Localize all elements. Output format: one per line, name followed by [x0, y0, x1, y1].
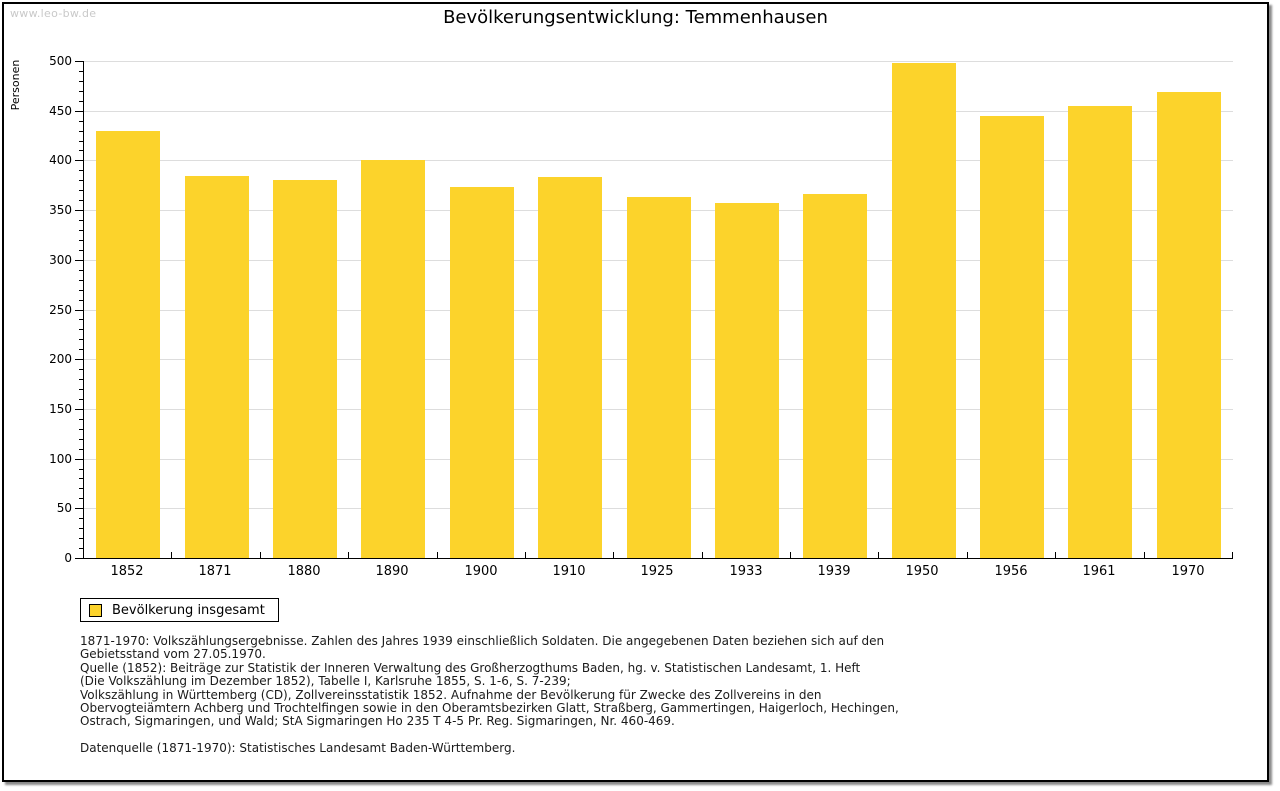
- gridline-400: [84, 160, 1233, 161]
- legend-swatch-icon: [89, 604, 102, 617]
- bar-1900: [450, 187, 514, 558]
- x-tick-13: [1232, 552, 1233, 558]
- y-tick-label-150: 150: [49, 402, 72, 416]
- bar-1880: [273, 180, 337, 558]
- x-tick-label-1880: 1880: [287, 564, 321, 579]
- x-tick-label-1933: 1933: [729, 564, 763, 579]
- bar-1939: [803, 194, 867, 558]
- y-tick-label-100: 100: [49, 452, 72, 466]
- footer-line-5: Volkszählung in Württemberg (CD), Zollvereinsstatistik 1852. Aufnahme der Bevölkerung für Zwecke des Zollvereins in den: [80, 687, 822, 702]
- footer-line-2: Gebietsstand vom 27.05.1970.: [80, 647, 266, 662]
- x-tick-label-1900: 1900: [464, 564, 498, 579]
- y-tick-label-450: 450: [49, 104, 72, 118]
- y-major-tick-100: [75, 459, 83, 460]
- x-tick-9: [878, 552, 879, 558]
- x-tick-5: [525, 552, 526, 558]
- footer-line-9: Datenquelle (1871-1970): Statistisches Landesamt Baden-Württemberg.: [80, 741, 516, 756]
- bar-1933: [715, 203, 779, 558]
- chart-title: Bevölkerungsentwicklung: Temmenhausen: [443, 7, 828, 28]
- y-tick-label-500: 500: [49, 54, 72, 68]
- x-tick-label-1852: 1852: [110, 564, 144, 579]
- y-major-tick-300: [75, 260, 83, 261]
- x-tick-7: [702, 552, 703, 558]
- x-tick-label-1950: 1950: [905, 564, 939, 579]
- y-tick-label-250: 250: [49, 303, 72, 317]
- bar-1956: [980, 116, 1044, 558]
- chart-frame: [2, 2, 1269, 782]
- x-tick-label-1961: 1961: [1082, 564, 1116, 579]
- bar-1950: [892, 63, 956, 558]
- x-tick-label-1890: 1890: [375, 564, 409, 579]
- y-major-tick-0: [75, 558, 83, 559]
- bar-1852: [96, 131, 160, 558]
- y-tick-label-200: 200: [49, 352, 72, 366]
- bar-1961: [1068, 106, 1132, 558]
- y-tick-label-50: 50: [56, 501, 72, 515]
- x-tick-8: [790, 552, 791, 558]
- footer-line-6: Obervogteiämtern Achberg und Trochtelfingen sowie in den Oberamtsbezirken Glatt, Straßberg, Gammertingen, Haigerloch, Hechingen,: [80, 701, 899, 716]
- x-tick-11: [1055, 552, 1056, 558]
- y-tick-label-300: 300: [49, 253, 72, 267]
- footer-source-notes: [80, 635, 1180, 756]
- legend-label: Bevölkerung insgesamt: [112, 602, 265, 618]
- x-tick-10: [967, 552, 968, 558]
- watermark-url: www.leo-bw.de: [10, 7, 97, 20]
- y-tick-label-400: 400: [49, 153, 72, 167]
- legend: [80, 598, 279, 622]
- y-major-tick-200: [75, 359, 83, 360]
- x-tick-3: [348, 552, 349, 558]
- bar-1925: [627, 197, 691, 558]
- footer-line-1: 1871-1970: Volkszählungsergebnisse. Zahlen des Jahres 1939 einschließlich Soldaten. Die angegebenen Daten beziehen sich auf den: [80, 634, 885, 648]
- y-tick-label-0: 0: [64, 551, 72, 565]
- footer-spacer: [80, 729, 1180, 742]
- footer-line-3: Quelle (1852): Beiträge zur Statistik der Inneren Verwaltung des Großherzogthums Baden, hg. v. Statistischen Landesamt, 1. Heft: [80, 660, 861, 675]
- x-tick-2: [260, 552, 261, 558]
- y-major-tick-50: [75, 508, 83, 509]
- x-tick-6: [613, 552, 614, 558]
- plot-area: [83, 61, 1233, 559]
- gridline-450: [84, 111, 1233, 112]
- x-tick-12: [1144, 552, 1145, 558]
- bar-1970: [1157, 92, 1221, 558]
- y-major-tick-250: [75, 310, 83, 311]
- x-tick-label-1970: 1970: [1171, 564, 1205, 579]
- x-tick-label-1939: 1939: [817, 564, 851, 579]
- x-tick-1: [171, 552, 172, 558]
- x-tick-label-1871: 1871: [198, 564, 232, 579]
- bar-1890: [361, 160, 425, 558]
- y-axis-title: Personen: [9, 59, 22, 111]
- y-tick-label-350: 350: [49, 203, 72, 217]
- y-major-tick-150: [75, 409, 83, 410]
- x-tick-label-1956: 1956: [994, 564, 1028, 579]
- x-tick-label-1910: 1910: [552, 564, 586, 579]
- y-major-tick-400: [75, 160, 83, 161]
- x-tick-label-1925: 1925: [640, 564, 674, 579]
- x-tick-4: [437, 552, 438, 558]
- y-major-tick-450: [75, 111, 83, 112]
- gridline-500: [84, 61, 1233, 62]
- footer-line-7: Ostrach, Sigmaringen, und Wald; StA Sigmaringen Ho 235 T 4-5 Pr. Reg. Sigmaringen, Nr. 460-469.: [80, 714, 675, 729]
- bar-1910: [538, 177, 602, 558]
- y-major-tick-500: [75, 61, 83, 62]
- bar-1871: [185, 176, 249, 558]
- y-major-tick-350: [75, 210, 83, 211]
- footer-line-4: (Die Volkszählung im Dezember 1852), Tabelle I, Karlsruhe 1855, S. 1-6, S. 7-239;: [80, 674, 571, 689]
